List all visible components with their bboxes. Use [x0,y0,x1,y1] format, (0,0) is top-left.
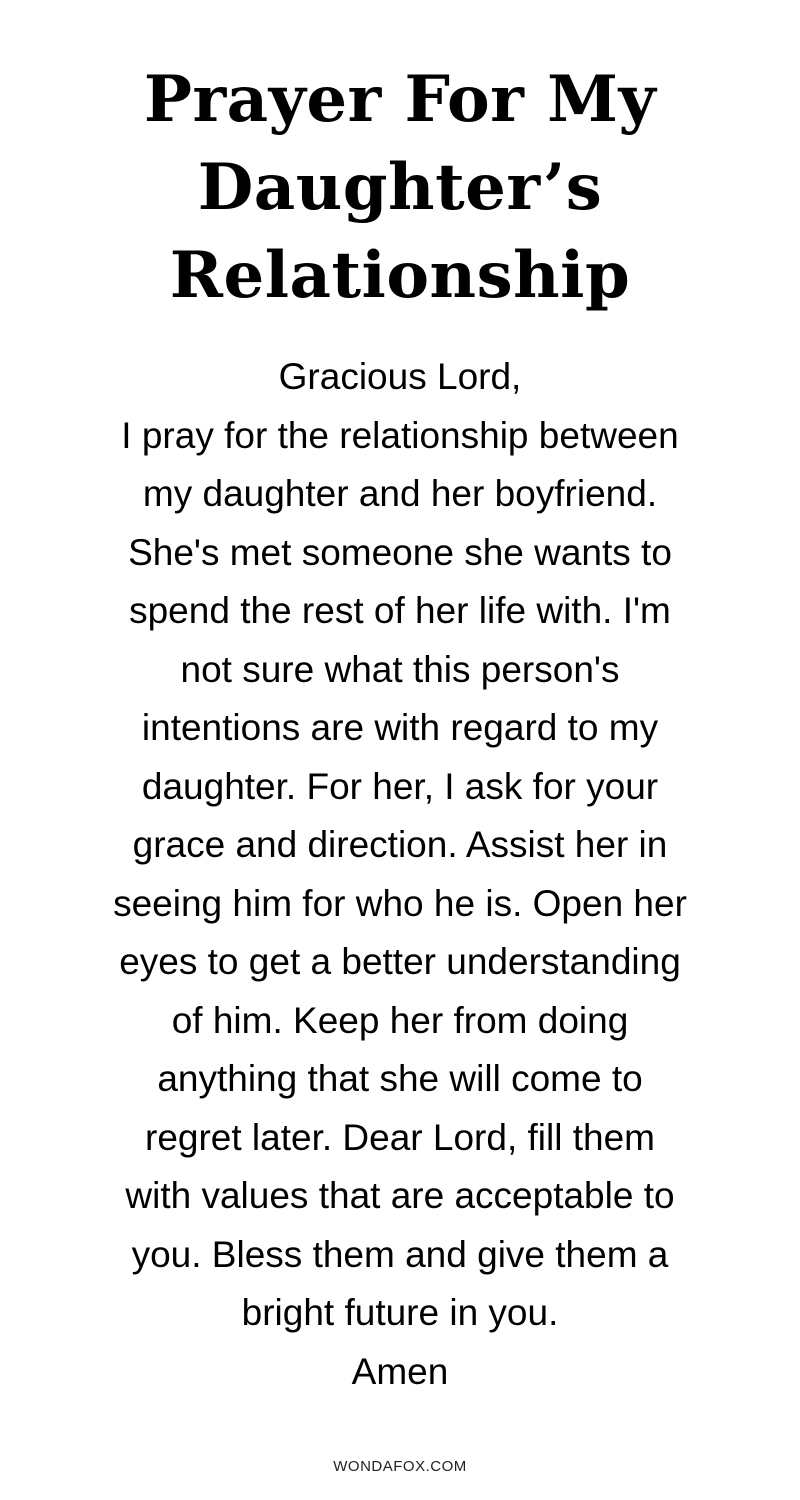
prayer-line: with values that are acceptable to [125,1175,675,1216]
title-line: Daughter’s [197,150,603,225]
prayer-line: not sure what this person's [180,648,620,690]
prayer-line: of him. Keep her from doing [171,999,629,1041]
prayer-text [40,348,760,1401]
prayer-line: She's met someone she wants to [128,531,672,573]
prayer-line: you. Bless them and give them a [131,1233,669,1275]
prayer-line: intentions are with regard to my [141,707,659,748]
prayer-line: spend the rest of her life with. I'm [129,590,671,631]
prayer-line: seeing him for who he is. Open her [113,882,687,924]
prayer-salutation: Gracious Lord, [278,356,522,397]
prayer-line: I pray for the relationship between [121,414,679,456]
prayer-closing: Amen [351,1350,449,1392]
prayer-line: anything that she will come to [157,1058,643,1099]
site-footer: WONDAFOX.COM [333,1458,467,1475]
prayer-line: grace and direction. Assist her in [132,824,668,865]
page-title [0,56,800,320]
prayer-line: bright future in you. [241,1292,559,1333]
title-line: Relationship [169,238,631,313]
prayer-line: my daughter and her boyfriend. [142,473,658,514]
prayer-line: eyes to get a better understanding [119,941,681,982]
title-line: Prayer For My [143,62,657,137]
prayer-line: regret later. Dear Lord, fill them [145,1116,655,1158]
prayer-line: daughter. For her, I ask for your [141,765,659,807]
